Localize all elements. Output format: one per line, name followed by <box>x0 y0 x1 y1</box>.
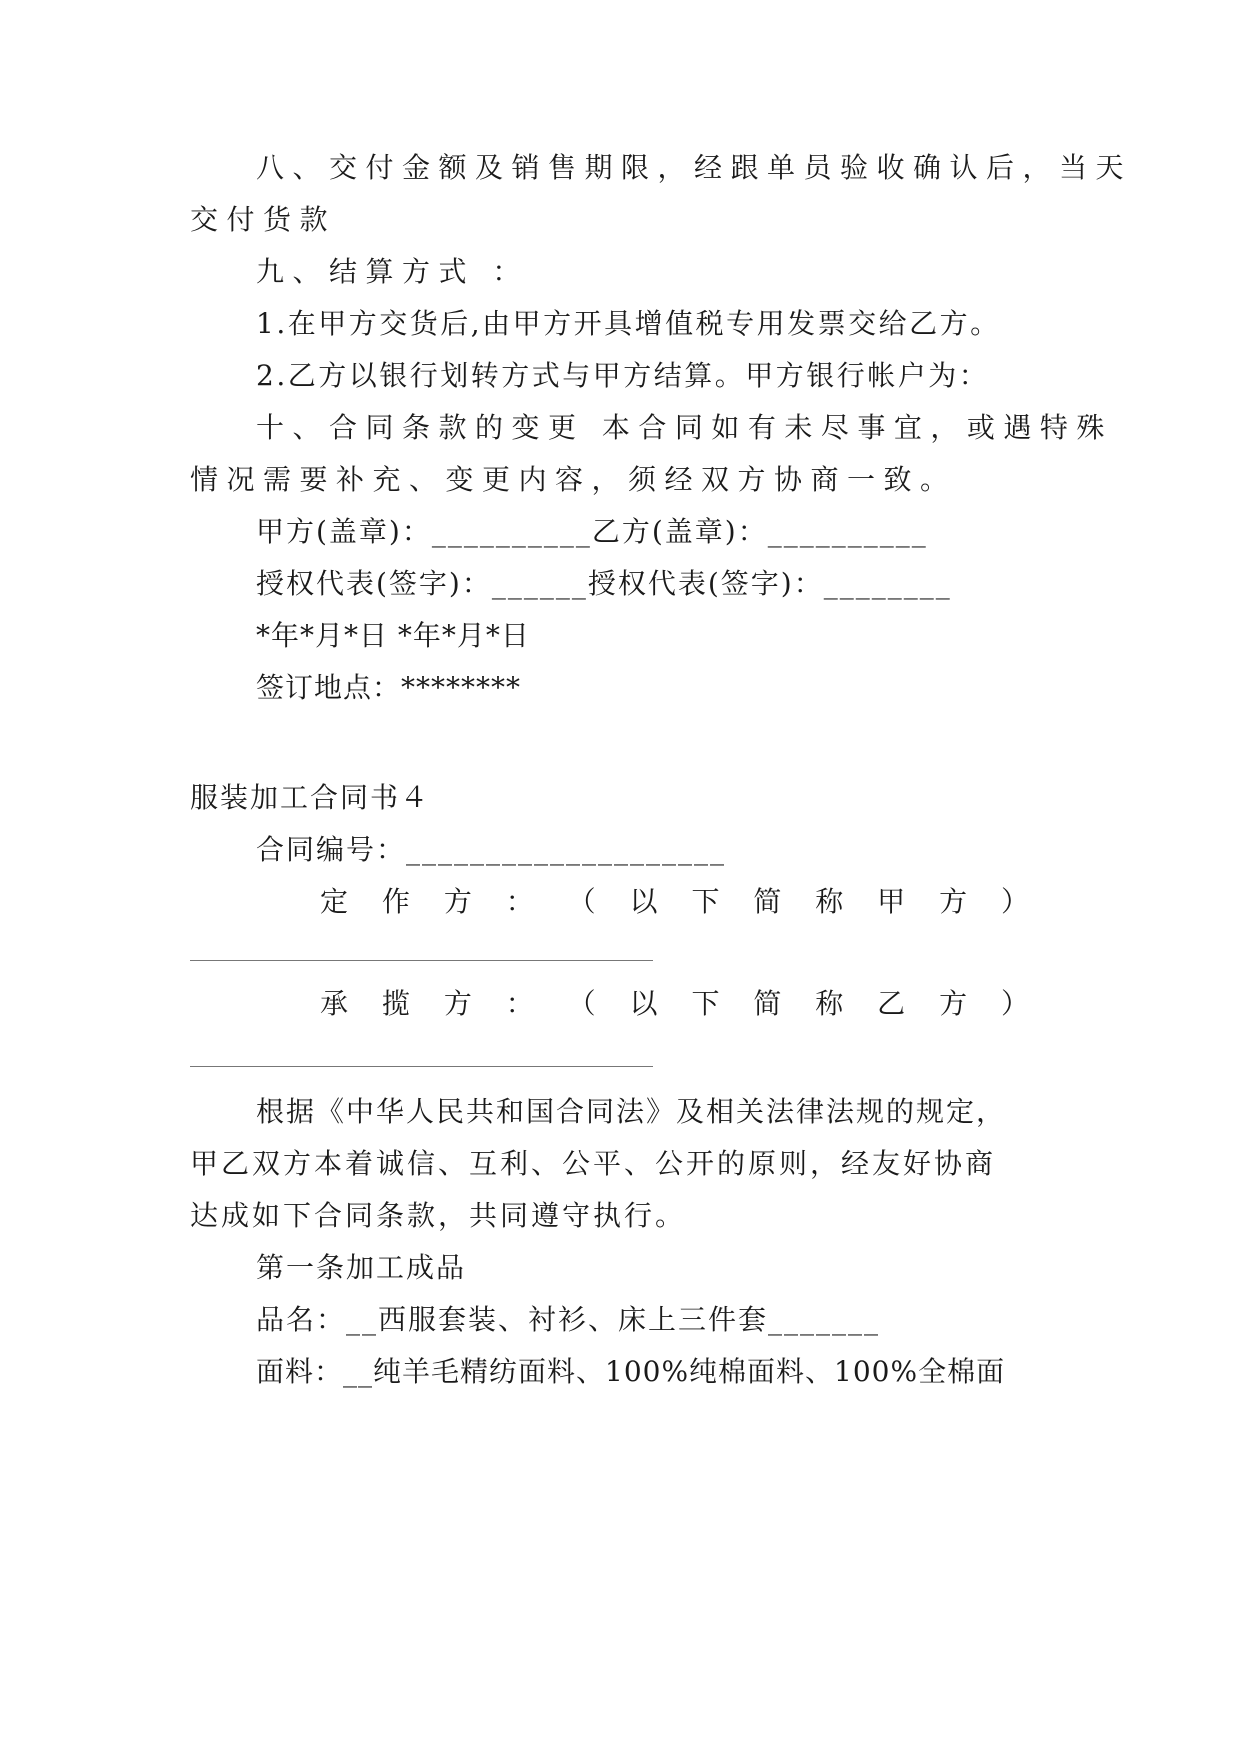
party-a-char: 作 <box>381 885 411 918</box>
preamble-line-3: 达成如下合同条款，共同遵守执行。 <box>190 1199 687 1232</box>
product-name-line: 品名：__西服套装、衬衫、床上三件套_______ <box>256 1303 881 1336</box>
party-a-char: 下 <box>691 885 721 918</box>
contract-title: 服装加工合同书４ <box>190 781 431 814</box>
party-a-char: 方 <box>443 885 473 918</box>
party-b-char: （ <box>567 987 597 1020</box>
signing-place-line: 签订地点：******** <box>256 671 522 704</box>
party-a-char: （ <box>567 885 597 918</box>
preamble-line-1: 根据《中华人民共和国合同法》及相关法律法规的规定， <box>256 1095 1007 1128</box>
clause-9-item-1: 1.在甲方交货后,由甲方开具增值税专用发票交给乙方。 <box>256 307 1001 340</box>
signature-representative-line: 授权代表(签字)：______授权代表(签字)：________ <box>256 567 952 600</box>
party-b-char: 乙 <box>877 987 907 1020</box>
party-a-char: ） <box>1000 885 1030 918</box>
party-b-char: 下 <box>691 987 721 1020</box>
party-b-char: 方 <box>939 987 969 1020</box>
signature-stamp-line: 甲方(盖章)：__________乙方(盖章)：__________ <box>256 515 928 548</box>
party-a-char: ： <box>505 885 535 918</box>
party-b-blank-rule <box>190 1066 653 1067</box>
party-b-char: 以 <box>629 987 659 1020</box>
party-b-char: 方 <box>443 987 473 1020</box>
party-a-line <box>320 882 1030 922</box>
preamble-line-2: 甲乙双方本着诚信、互利、公平、公开的原则，经友好协商 <box>190 1147 997 1180</box>
clause-9-item-2: 2.乙方以银行划转方式与甲方结算。甲方银行帐户为： <box>256 359 990 392</box>
party-b-char: 称 <box>815 987 845 1020</box>
party-b-line <box>320 984 1030 1024</box>
party-a-char: 甲 <box>877 885 907 918</box>
clause-9-heading: 九、结算方式 ： <box>256 255 529 288</box>
signature-date-line: *年*月*日 *年*月*日 <box>256 619 530 652</box>
article-1-heading: 第一条加工成品 <box>256 1251 467 1284</box>
party-a-char: 方 <box>939 885 969 918</box>
party-a-blank-rule <box>190 960 653 961</box>
contract-number-line: 合同编号：____________________ <box>256 833 727 866</box>
party-a-char: 以 <box>629 885 659 918</box>
clause-10-line-2: 情况需要补充、变更内容，须经双方协商一致。 <box>190 463 957 496</box>
party-b-char: 简 <box>753 987 783 1020</box>
party-b-char: 揽 <box>381 987 411 1020</box>
party-a-char: 定 <box>320 885 350 918</box>
clause-8-line-2: 交付货款 <box>190 203 337 236</box>
fabric-line: 面料：__纯羊毛精纺面料、100%纯棉面料、100%全棉面 <box>256 1355 1006 1388</box>
party-b-char: ） <box>1000 987 1030 1020</box>
party-a-char: 简 <box>753 885 783 918</box>
party-a-char: 称 <box>815 885 845 918</box>
party-b-char: ： <box>505 987 535 1020</box>
clause-10-line-1: 十、合同条款的变更 本合同如有未尽事宜，或遇特殊 <box>256 411 1113 444</box>
clause-8-line-1: 八、交付金额及销售期限，经跟单员验收确认后，当天 <box>256 151 1133 184</box>
party-b-char: 承 <box>320 987 350 1020</box>
